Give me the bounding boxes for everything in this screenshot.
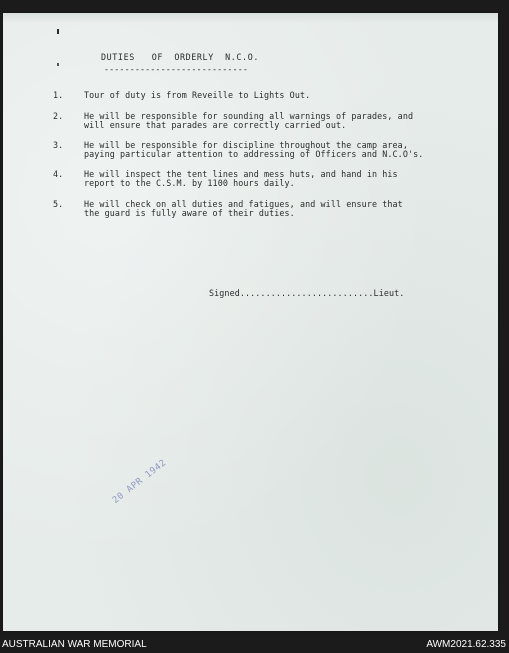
document-page bbox=[3, 13, 498, 631]
item-text: He will check on all duties and fatigues, and will ensure that the guard is fully aware of their duties. bbox=[84, 199, 403, 218]
item-text: Tour of duty is from Reveille to Lights Out. bbox=[84, 90, 311, 100]
item-number: 2. bbox=[53, 111, 64, 121]
item-number: 5. bbox=[53, 199, 64, 209]
item-number: 1. bbox=[53, 90, 64, 100]
item-number: 3. bbox=[53, 140, 64, 150]
date-stamp: 20 APR 1942 bbox=[111, 457, 169, 506]
footer-bar bbox=[0, 637, 509, 653]
footer-institution: AUSTRALIAN WAR MEMORIAL bbox=[2, 639, 147, 650]
item-text: He will be responsible for discipline throughout the camp area, paying particular attention to addressing of Officers and N.C.O's. bbox=[84, 140, 424, 159]
item-text: He will inspect the tent lines and mess huts, and hand in his report to the C.S.M. by 1100 hours daily. bbox=[84, 169, 398, 188]
footer-accession-number: AWM2021.62.335 bbox=[426, 639, 506, 650]
title-underline: ---------------------------- bbox=[104, 65, 248, 74]
item-text: He will be responsible for sounding all warnings of parades, and will ensure that parades are correctly carried out. bbox=[84, 111, 414, 130]
document-title: DUTIES OF ORDERLY N.C.O. bbox=[101, 52, 259, 62]
signature-line: Signed..........................Lieut. bbox=[209, 288, 405, 298]
punch-hole-mark bbox=[57, 63, 59, 66]
item-number: 4. bbox=[53, 169, 64, 179]
punch-hole-mark bbox=[57, 29, 59, 34]
